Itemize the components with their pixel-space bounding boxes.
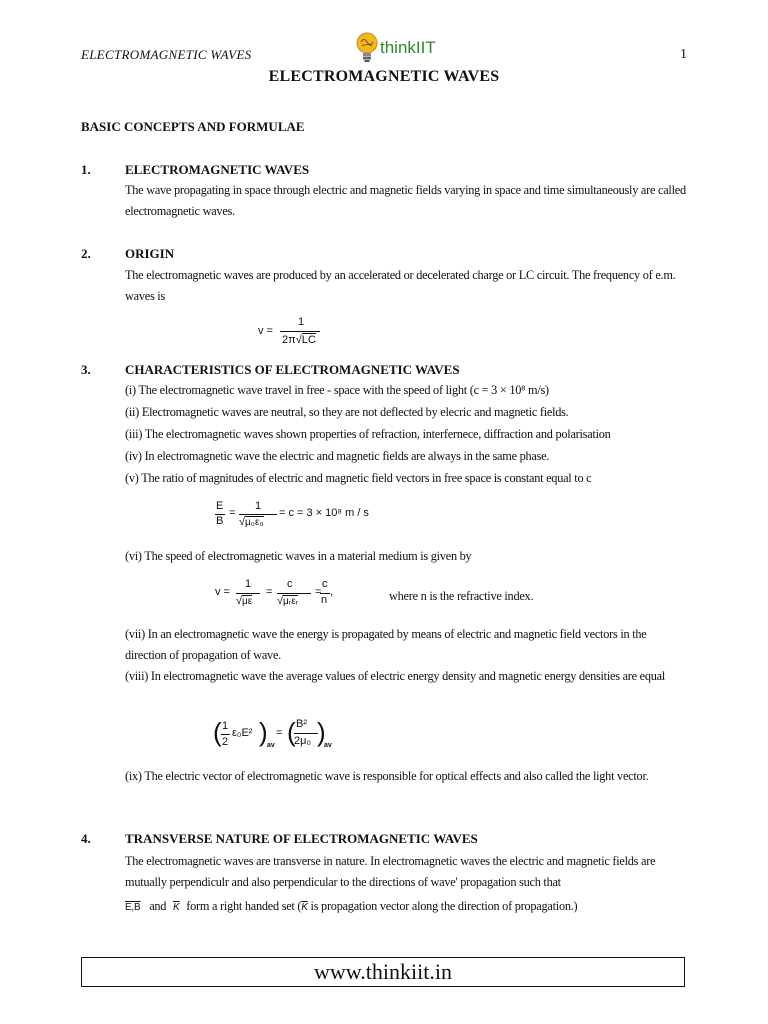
thinkiit-logo [356, 30, 436, 66]
section-4-line3 [125, 899, 577, 914]
k-vector: $\overline{K}$ [301, 902, 308, 913]
formula-v-denominator: √μ₀ε₀ [239, 516, 264, 528]
right-fraction-den: 2μ₀ [294, 735, 312, 747]
formula-vi-den2: √μᵣεᵣ [277, 595, 299, 607]
formula-vi-root2: μᵣεᵣ [283, 596, 299, 607]
fraction-bar [239, 514, 277, 515]
formula-vi-den3: n [321, 594, 328, 606]
footer-website-box [81, 957, 685, 987]
k-vector: $\overline{K}$ [173, 902, 180, 913]
fraction-bar [277, 593, 311, 594]
logo-text: thinkIIT [380, 38, 436, 57]
and-word: and [149, 899, 167, 913]
section-2-number: 2. [81, 246, 91, 261]
running-header: ELECTROMAGNETIC WAVES [81, 47, 252, 62]
formula-denominator [282, 334, 316, 346]
right-fraction-num: B² [296, 718, 307, 730]
formula-v-rhs: = c = 3 × 10⁸ m / s [279, 507, 369, 519]
characteristic-item: (ix) The electric vector of electromagnetic wave is responsible for optical effects and also called the light vector. [125, 769, 649, 783]
denominator-root: LC [301, 334, 316, 346]
refractive-index-note: where n is the refractive index. [389, 589, 534, 603]
speed-formula [215, 578, 675, 614]
section-3-number: 3. [81, 362, 91, 377]
left-paren-close: ) [259, 717, 268, 747]
left-fraction-num: 1 [222, 720, 229, 732]
left-sub: av [267, 742, 275, 749]
equals-sign: = [276, 727, 283, 739]
right-sub: av [324, 742, 332, 749]
fraction-bar [221, 734, 230, 735]
formula-vi-den1: √με [236, 595, 253, 607]
fraction-bar [294, 733, 318, 734]
characteristic-item: (vi) The speed of electromagnetic waves in a material medium is given by [125, 549, 472, 563]
section-4-heading: TRANSVERSE NATURE OF ELECTROMAGNETIC WAVES [125, 831, 478, 846]
comma: , [330, 586, 334, 598]
ratio-denominator: B [216, 515, 224, 527]
characteristic-item: (i) The electromagnetic wave travel in free - space with the speed of light (c = 3 × 10⁸ m/s) [125, 383, 549, 397]
section-4-text: The electromagnetic waves are transverse in nature. In electromagnetic waves the electric and magnetic fields are mutually perpendiculr and also perpendicular to the directions of wave' propagation such that [125, 854, 656, 889]
section-4-number: 4. [81, 831, 91, 846]
characteristic-item: (ii) Electromagnetic waves are neutral, so they are not deflected by elecric and magnetic fields. [125, 405, 569, 419]
left-rest: ε₀E² [232, 727, 253, 739]
formula-vi-num1: 1 [245, 578, 252, 590]
formula-vi-root1: με [242, 596, 253, 607]
right-paren-close: ) [317, 717, 326, 747]
equals-sign: = [266, 586, 273, 598]
section-1-heading: ELECTROMAGNETIC WAVES [125, 162, 310, 177]
sqrt-symbol: √ [295, 334, 302, 346]
section-2-text: The electromagnetic waves are produced by an accelerated or decelerated charge or LC circuit. The frequency of e.m. waves is [125, 268, 676, 303]
formula-v-root: μ₀ε₀ [245, 517, 264, 528]
document-title: ELECTROMAGNETIC WAVES [268, 68, 500, 85]
denominator-prefix: 2π [282, 334, 296, 346]
equals-sign: = [315, 586, 322, 598]
left-fraction-den: 2 [222, 736, 229, 748]
ratio-numerator: E [216, 500, 224, 512]
section-heading: BASIC CONCEPTS AND FORMULAE [81, 119, 305, 134]
line3-text-b: is propagation vector along the direction of propagation.) [310, 899, 578, 913]
characteristic-item: (iii) The electromagnetic waves shown properties of refraction, interfernece, diffraction and polarisation [125, 427, 611, 441]
characteristic-item: (iv) In electromagnetic wave the electric and magnetic fields are always in the same phase. [125, 449, 550, 463]
formula-lhs: v = [258, 325, 273, 337]
section-3-heading: CHARACTERISTICS OF ELECTROMAGNETIC WAVES [125, 362, 460, 377]
formula-v-numerator: 1 [255, 500, 262, 512]
fraction-bar [236, 593, 260, 594]
fraction-bar [280, 331, 320, 332]
eb-vectors: E,B [125, 902, 141, 913]
characteristic-item: (viii) In electromagnetic wave the average values of electric energy density and magnetic energy densities are equal [125, 669, 666, 683]
characteristic-item: (v) The ratio of magnitudes of electric and magnetic field vectors in free space is constant equal to c [125, 471, 592, 485]
left-paren: ( [213, 717, 222, 747]
characteristic-item: (vii) In an electromagnetic wave the energy is propagated by means of electric and magnetic field vectors in the direction of propagation of wave. [125, 627, 647, 662]
equals-sign: = [229, 507, 236, 519]
page-number: 1 [680, 47, 687, 62]
ratio-formula [215, 500, 415, 536]
section-1-text: The wave propagating in space through electric and magnetic fields varying in space and time simultaneously are called electromagnetic waves. [125, 183, 686, 218]
formula-vi-num2: c [287, 578, 293, 590]
energy-density-formula [213, 714, 363, 758]
section-2-heading: ORIGIN [125, 246, 175, 261]
section-1-number: 1. [81, 162, 91, 177]
footer-website[interactable]: www.thinkiit.in [314, 959, 452, 984]
line3-text-a: form a right handed set ( [186, 899, 302, 913]
formula-vi-lhs: v = [215, 586, 230, 598]
lightbulb-icon [356, 31, 378, 65]
formula-numerator: 1 [298, 316, 305, 328]
formula-vi-num3: c [322, 578, 328, 590]
right-paren: ( [287, 717, 296, 747]
